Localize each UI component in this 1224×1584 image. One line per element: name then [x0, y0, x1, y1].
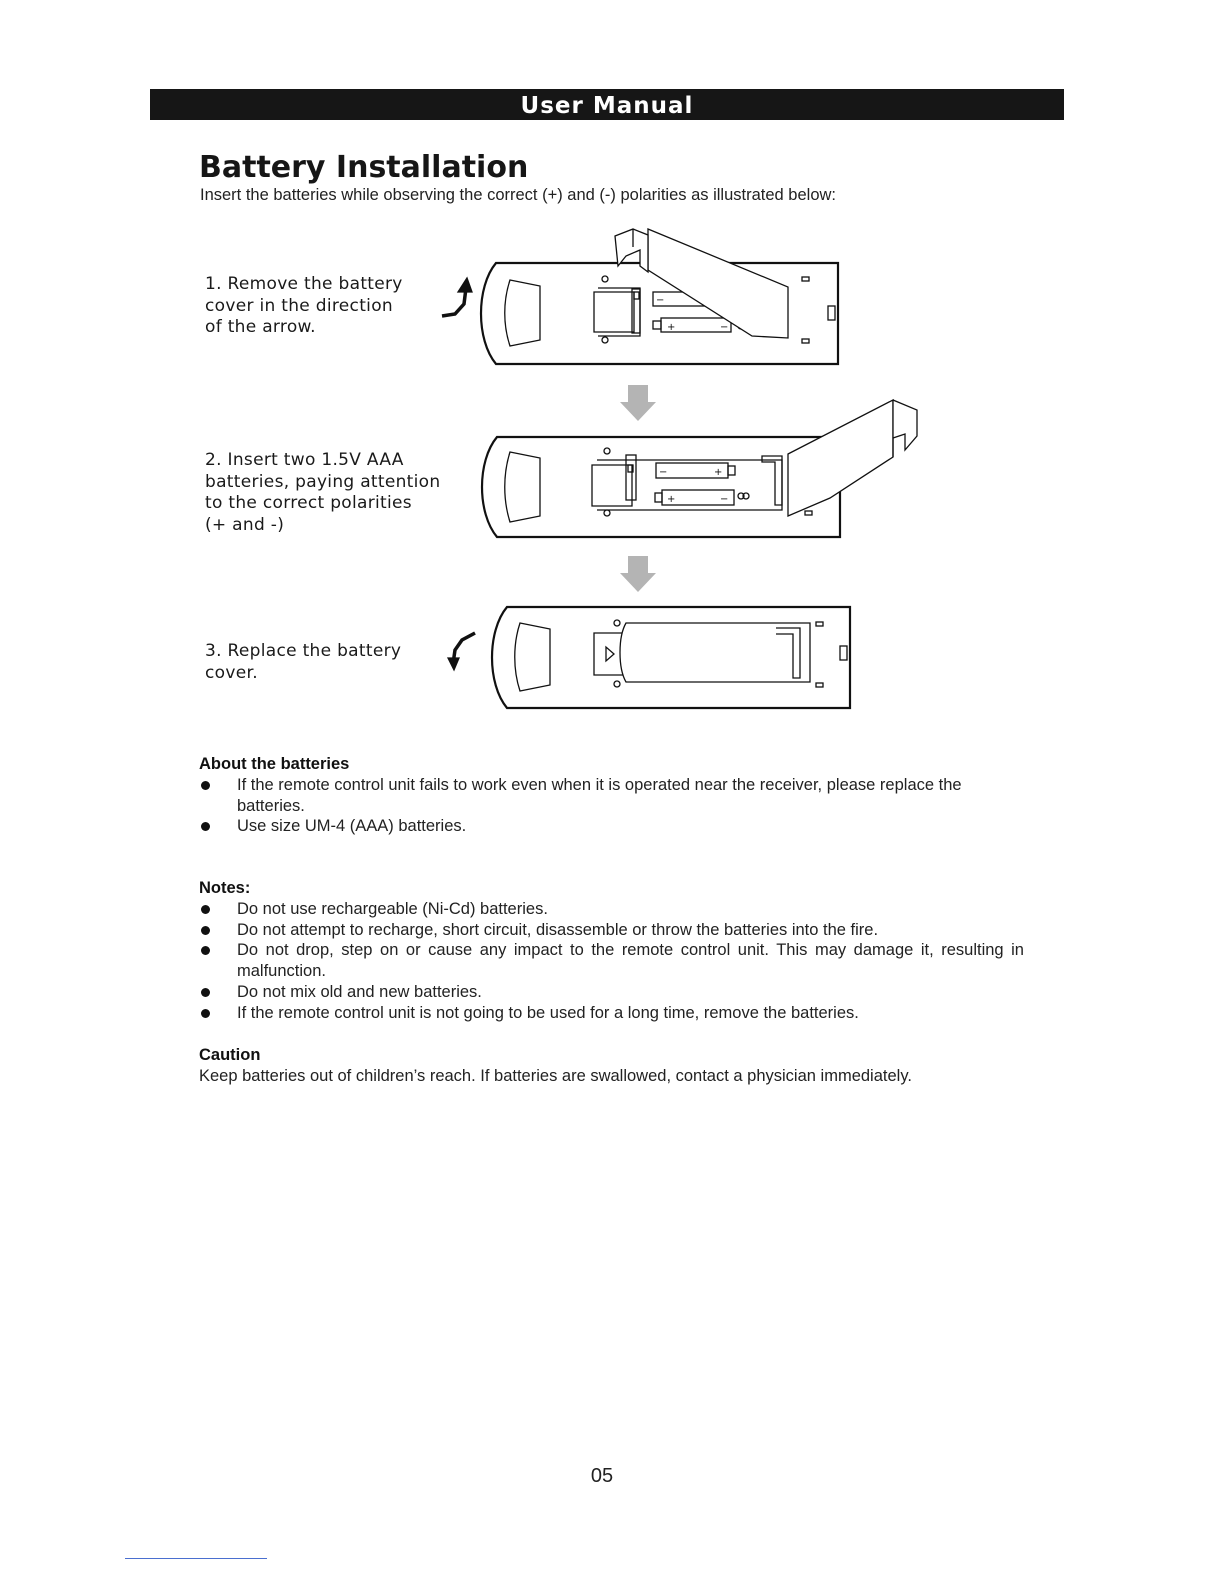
about-heading: About the batteries: [199, 755, 350, 773]
battery-minus-label: −: [656, 295, 665, 306]
intro-text: Insert the batteries while observing the correct (+) and (-) polarities as illustrated below:: [200, 186, 836, 204]
battery-plus-label: +: [714, 467, 723, 478]
list-item: Do not use rechargeable (Ni-Cd) batteries.: [199, 899, 1024, 920]
step-1-line: of the arrow.: [205, 317, 316, 337]
step-2-line: (+ and -): [205, 514, 285, 535]
caution-heading: Caution: [199, 1046, 261, 1064]
list-item: If the remote control unit is not going to be used for a long time, remove the batteries.: [199, 1003, 1024, 1024]
step-3-line: 3. Replace the battery: [205, 641, 402, 661]
caution-section: [199, 1045, 1024, 1087]
page-number: 05: [590, 1465, 614, 1487]
about-batteries-section: [199, 754, 1024, 837]
page-title: Battery Installation: [199, 150, 529, 185]
battery-minus-label: −: [659, 467, 668, 478]
battery-installation-illustration: [0, 0, 1224, 760]
battery-plus-label: +: [667, 494, 676, 505]
step-1-remote-illustration: [442, 229, 838, 364]
step-1-line: cover in the direction: [205, 295, 393, 316]
list-item: Do not drop, step on or cause any impact to the remote control unit. This may damage it, resulting in malfunction.: [199, 940, 1024, 982]
list-item: Do not attempt to recharge, short circuit, disassemble or throw the batteries into the fire.: [199, 920, 1024, 941]
about-list: [199, 775, 1024, 837]
header-title: User Manual: [520, 92, 694, 119]
battery-minus-label: −: [720, 494, 729, 505]
notes-heading: Notes:: [199, 879, 251, 897]
notes-section: [199, 878, 1024, 1024]
step-2-remote-illustration: [482, 400, 917, 537]
down-arrow-2: [620, 556, 656, 592]
list-item: Do not mix old and new batteries.: [199, 982, 1024, 1003]
step-2-line: batteries, paying attention: [205, 471, 441, 492]
step-1-line: 1. Remove the battery: [205, 274, 403, 294]
footer-line: [125, 1558, 267, 1559]
step-2-line: to the correct polarities: [205, 493, 412, 513]
step-3-remote-illustration: [448, 607, 850, 708]
caution-text: Keep batteries out of children’s reach. If batteries are swallowed, contact a physician immediately.: [199, 1066, 912, 1085]
battery-minus-label: −: [720, 322, 729, 333]
notes-list: [199, 899, 1024, 1024]
list-item: If the remote control unit fails to work even when it is operated near the receiver, please replace the batteries.: [199, 775, 1024, 817]
step-3-line: cover.: [205, 662, 258, 683]
step-2-line: 2. Insert two 1.5V AAA: [205, 450, 404, 470]
down-arrow-1: [620, 385, 656, 421]
battery-plus-label: +: [667, 322, 676, 333]
list-item: Use size UM-4 (AAA) batteries.: [199, 816, 1024, 837]
